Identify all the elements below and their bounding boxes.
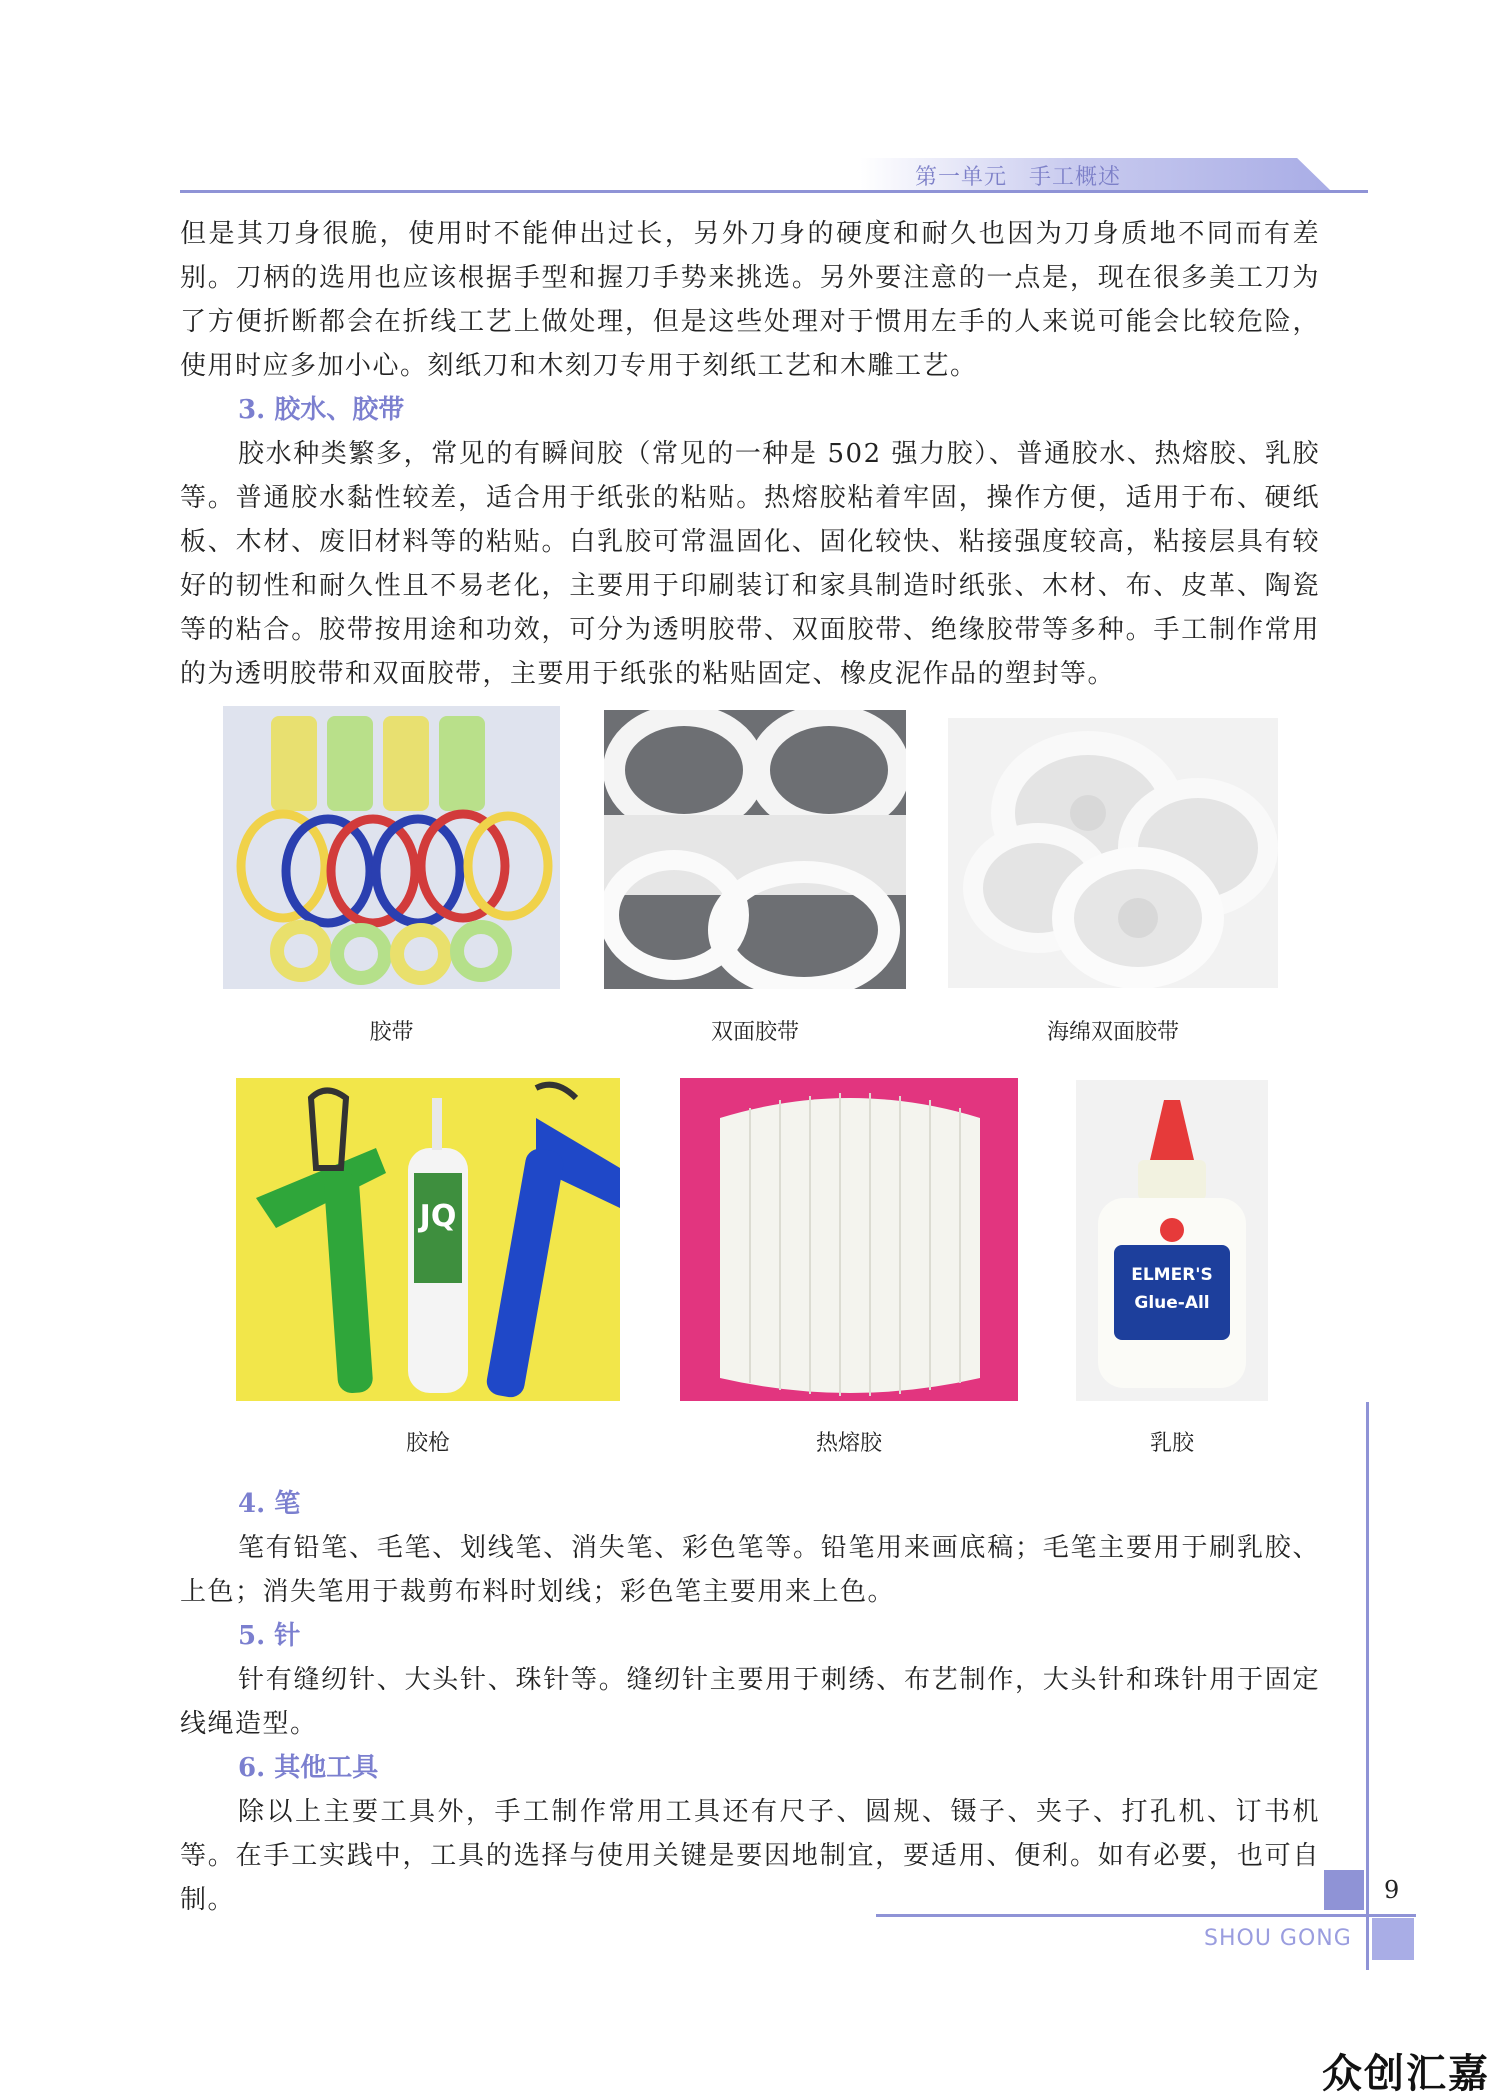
elmers-bottle-label: ELMER'S [1131, 1265, 1213, 1285]
other-tools-paragraph: 除以上主要工具外，手工制作常用工具还有尺子、圆规、镊子、夹子、打孔机、订书机等。在手工实践中，工具的选择与使用关键是要因地制宜，要适用、便利。如有必要，也可自制。 [180, 1797, 1320, 1915]
tape-photo [223, 706, 560, 989]
caption-tape: 胶带 [369, 1020, 414, 1045]
caption-foam-tape: 海绵双面胶带 [1046, 1020, 1179, 1045]
running-header [915, 160, 1143, 190]
watermark-text: 众创汇嘉 [1322, 2051, 1490, 2097]
hot-melt-glue-photo [680, 1078, 1018, 1401]
caption-glue-gun: 胶枪 [405, 1431, 450, 1456]
footer-series-title: SHOU GONG [1204, 1926, 1352, 1951]
glue-paragraph: 胶水种类繁多，常见的有瞬间胶（常见的一种是 502 强力胶）、普通胶水、热熔胶、乳胶等。普通胶水黏性较差，适合用于纸张的粘贴。热熔胶粘着牢固，操作方便，适用于布、硬纸板、木材、废旧材料等的粘贴。白乳胶可常温固化、固化较快、粘接强度较高，粘接层具有较好的韧性和耐久性且不易老化，主要用于印刷装订和家具制造时纸张、木材、布、皮革、陶瓷等的粘合。胶带按用途和功效，可分为透明胶带、双面胶带、绝缘胶带等多种。手工制作常用的为透明胶带和双面胶带，主要用于纸张的粘贴固定、橡皮泥作品的塑封等。 [180, 439, 1320, 689]
right-margin-rule [1366, 1402, 1369, 1970]
footer-square-decoration-2 [1372, 1918, 1414, 1960]
heading-other-tools: 6. 其他工具 [238, 1753, 379, 1783]
glue-gun-photo [236, 1078, 620, 1401]
page-number: 9 [1384, 1876, 1400, 1904]
foam-tape-photo [948, 718, 1278, 988]
needle-paragraph: 针有缝纫针、大头针、珠针等。缝纫针主要用于刺绣、布艺制作，大头针和珠针用于固定线绳造型。 [180, 1665, 1320, 1739]
heading-glue-tape: 3. 胶水、胶带 [238, 395, 405, 425]
caption-latex: 乳胶 [1149, 1431, 1194, 1456]
double-tape-photo [604, 710, 906, 989]
caption-double-tape: 双面胶带 [710, 1020, 799, 1045]
heading-pen: 4. 笔 [238, 1489, 301, 1519]
jq-cartridge-label: JQ [419, 1199, 457, 1234]
header-unit: 第一单元 [915, 165, 1008, 190]
intro-paragraph: 但是其刀身很脆，使用时不能伸出过长，另外刀身的硬度和耐久也因为刀身质地不同而有差别。刀柄的选用也应该根据手型和握刀手势来挑选。另外要注意的一点是，现在很多美工刀为了方便折断都会在折线工艺上做处理，但是这些处理对于惯用左手的人来说可能会比较危险，使用时应多加小心。刻纸刀和木刻刀专用于刻纸工艺和木雕工艺。 [180, 219, 1320, 381]
glue-all-bottle-label: Glue-All [1134, 1293, 1210, 1313]
latex-glue-photo [1076, 1080, 1268, 1401]
header-rule [180, 190, 1368, 193]
footer-square-decoration [1324, 1870, 1364, 1910]
pen-paragraph: 笔有铅笔、毛笔、划线笔、消失笔、彩色笔等。铅笔用来画底稿；毛笔主要用于刷乳胶、上色；消失笔用于裁剪布料时划线；彩色笔主要用来上色。 [180, 1533, 1320, 1607]
heading-needle: 5. 针 [238, 1621, 301, 1651]
header-title: 手工概述 [1029, 165, 1122, 190]
footer-rule [876, 1914, 1416, 1917]
caption-hot-melt: 热熔胶 [815, 1431, 882, 1456]
